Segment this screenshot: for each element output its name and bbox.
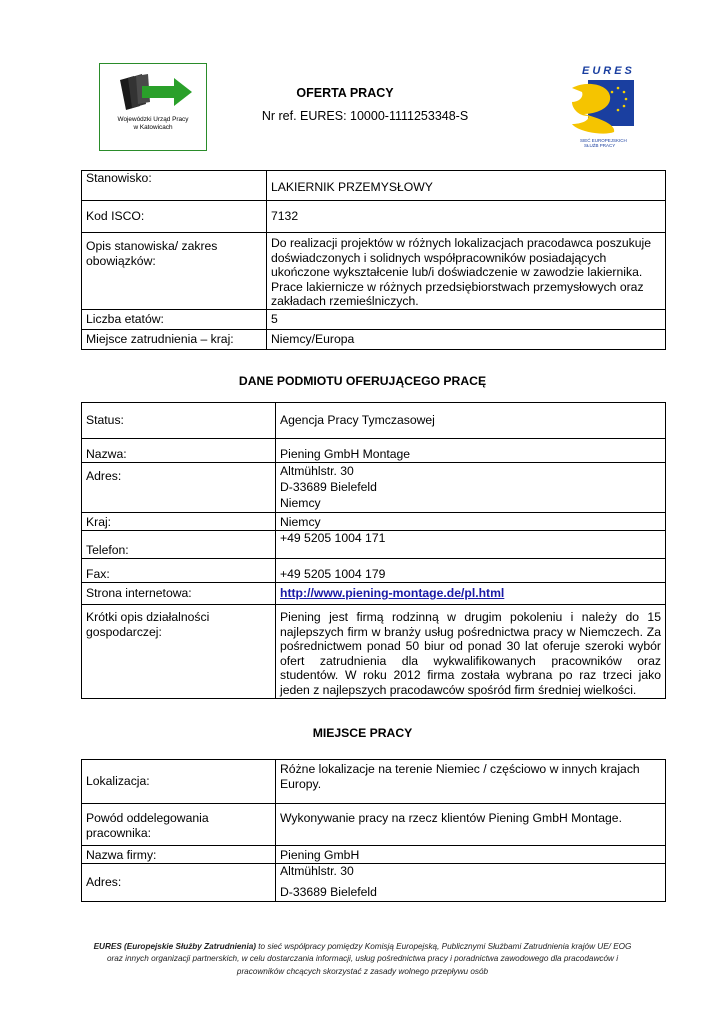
table-row [82, 309, 666, 329]
table-row [82, 804, 666, 846]
country-label: Kraj: [82, 513, 276, 531]
table-row [82, 559, 666, 583]
reason-value: Wykonywanie pracy na rzecz klientów Piening GmbH Montage. [276, 804, 666, 846]
wup-logo-line2: w Katowicach [133, 124, 173, 131]
table-row [82, 201, 666, 233]
footer-note [60, 941, 665, 978]
address-line: Altmühlstr. 30 [280, 864, 354, 878]
workplace-address-value [276, 864, 666, 902]
address-label: Adres: [82, 463, 276, 513]
table-row [82, 329, 666, 349]
footer-line-3: pracowników chcących skorzystać z zasady wolnego przepływu osób [236, 966, 489, 976]
count-label: Liczba etatów: [82, 309, 267, 329]
offer-title: OFERTA PRACY [296, 86, 394, 100]
employer-section-title: DANE PODMIOTU OFERUJĄCEGO PRACĘ [238, 374, 487, 388]
eures-logo [568, 62, 640, 148]
workplace-address-label: Adres: [82, 864, 276, 902]
arrow-logo-icon [112, 72, 196, 114]
workplace-section-title: MIEJSCE PRACY [312, 726, 413, 740]
fax-value: +49 5205 1004 179 [276, 559, 666, 583]
table-row [82, 403, 666, 439]
activity-label: Krótki opis działalności gospodarczej: [82, 605, 276, 699]
eures-logo-text: EURES [582, 65, 635, 77]
isco-label: Kod ISCO: [82, 201, 267, 233]
table-row [82, 439, 666, 463]
country-value: Niemcy [276, 513, 666, 531]
footer-line-2: oraz innych organizacji partnerskich, w celu dostarczania informacji, usług pośrednictwa pracy i poradnictwa zawodowego dla pracodawców i [106, 954, 619, 964]
company-value: Piening GmbH [276, 846, 666, 864]
website-cell [276, 583, 666, 605]
table-row [82, 233, 666, 310]
table-row [82, 513, 666, 531]
employer-table [81, 402, 666, 699]
workplace-table [81, 759, 666, 902]
place-value: Niemcy/Europa [267, 329, 666, 349]
count-value: 5 [267, 309, 666, 329]
table-row [82, 531, 666, 559]
phone-label: Telefon: [82, 531, 276, 559]
fax-label: Fax: [82, 559, 276, 583]
name-value: Piening GmbH Montage [276, 439, 666, 463]
table-row [82, 760, 666, 804]
description-value: Do realizacji projektów w różnych lokalizacjach pracodawca poszukuje doświadczonych i solidnych współpracowników posiadających ukończone wykształcenie lub/i doświadczenie w zawodzie lakiernika. Prace lakiernicze w różnych przedsiębiorstwach przemysłowych oraz zakładach rzemieślniczych. [267, 233, 666, 310]
table-row [82, 605, 666, 699]
phone-value: +49 5205 1004 171 [276, 531, 666, 559]
wup-logo-text [100, 116, 206, 132]
description-label: Opis stanowiska/ zakres obowiązków: [82, 233, 267, 310]
table-row [82, 171, 666, 201]
footer-line-1 [60, 941, 665, 953]
position-value: LAKIERNIK PRZEMYSŁOWY [267, 171, 666, 201]
website-link[interactable]: http://www.piening-montage.de/pl.html [280, 586, 505, 601]
name-label: Nazwa: [82, 439, 276, 463]
wup-logo-line1: Wojewódzki Urząd Pracy [117, 116, 189, 123]
wup-katowice-logo [99, 63, 207, 151]
eures-caption-1: SIEĆ EUROPEJSKICH [580, 138, 627, 143]
website-label: Strona internetowa: [82, 583, 276, 605]
place-label: Miejsce zatrudnienia – kraj: [82, 329, 267, 349]
location-label: Lokalizacja: [82, 760, 276, 804]
location-value: Różne lokalizacje na terenie Niemiec / częściowo w innych krajach Europy. [276, 760, 666, 804]
table-row [82, 864, 666, 902]
table-row [82, 846, 666, 864]
address-line: D-33689 Bielefeld [280, 480, 377, 494]
company-label: Nazwa firmy: [82, 846, 276, 864]
address-line: Altmühlstr. 30 [280, 464, 354, 478]
status-label: Status: [82, 403, 276, 439]
isco-value: 7132 [267, 201, 666, 233]
address-line: Niemcy [280, 496, 321, 510]
address-value [276, 463, 666, 513]
status-value: Agencja Pracy Tymczasowej [276, 403, 666, 439]
reason-label: Powód oddelegowania pracownika: [82, 804, 276, 846]
eures-caption-2: SŁUŻB PRACY [584, 143, 616, 148]
table-row [82, 463, 666, 513]
offer-table [81, 170, 666, 350]
position-label: Stanowisko: [82, 171, 267, 201]
footer-line-1-rest: to sieć współpracy pomiędzy Komisją Europejską, Publicznymi Służbami Zatrudnienia krajów UE/ EOG [256, 942, 632, 951]
offer-reference: Nr ref. EURES: 10000-1111253348-S [261, 109, 469, 123]
footer-bold: EURES (Europejskie Służby Zatrudnienia) [93, 942, 256, 951]
activity-value: Piening jest firmą rodzinną w drugim pokoleniu i należy do 15 najlepszych firm w branży usług pośrednictwa pracy w Niemczech. Za pośrednictwem ponad 50 biur od ponad 30 lat oferuje szeroki wybór ofert zatrudnienia dla wykwalifikowanych pracowników oraz studentów. W roku 2012 firma została wybrana po raz trzeci jako jeden z najlepszych pracodawców spośród firm średniej wielkości. [276, 605, 666, 699]
address-line: D-33689 Bielefeld [280, 885, 377, 899]
table-row [82, 583, 666, 605]
